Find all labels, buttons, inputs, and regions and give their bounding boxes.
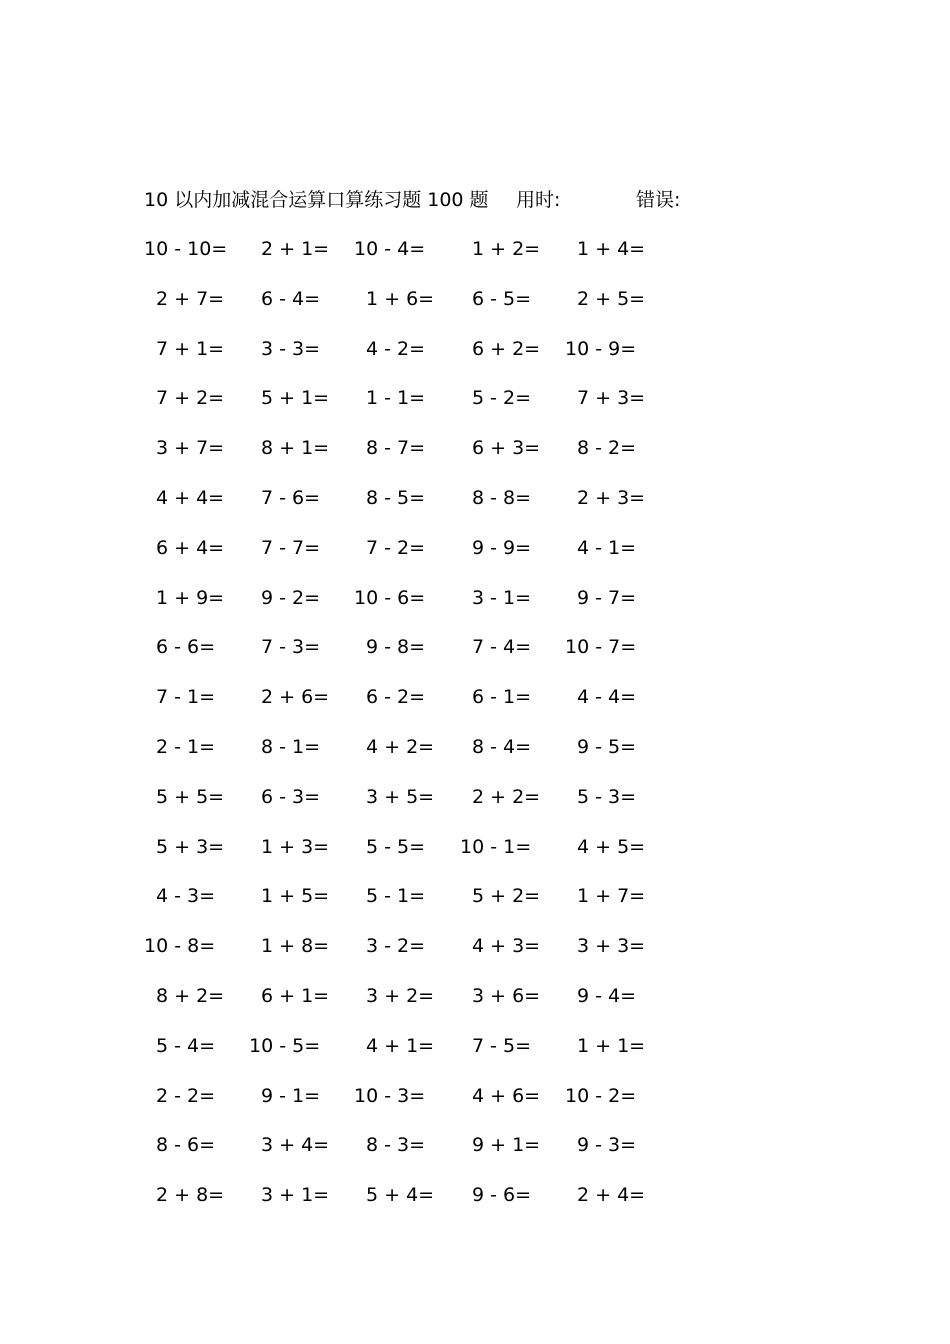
problem-r14-c2: 1 + 5= — [261, 885, 330, 907]
problem-r7-c3: 7 - 2= — [366, 537, 426, 559]
problem-r14-c1: 4 - 3= — [156, 885, 216, 907]
problem-r3-c2: 3 - 3= — [261, 338, 321, 360]
problem-r4-c4: 5 - 2= — [472, 387, 532, 409]
problem-r1-c2: 2 + 1= — [261, 238, 330, 260]
problem-r15-c5: 3 + 3= — [577, 935, 646, 957]
problem-r12-c3: 3 + 5= — [366, 786, 435, 808]
problem-r4-c3: 1 - 1= — [366, 387, 426, 409]
problem-r5-c4: 6 + 3= — [472, 437, 541, 459]
problem-r2-c1: 2 + 7= — [156, 288, 225, 310]
problem-r11-c4: 8 - 4= — [472, 736, 532, 758]
problem-r15-c3: 3 - 2= — [366, 935, 426, 957]
problem-r12-c2: 6 - 3= — [261, 786, 321, 808]
problem-r6-c5: 2 + 3= — [577, 487, 646, 509]
problem-r20-c4: 9 - 6= — [472, 1184, 532, 1206]
problem-r13-c1: 5 + 3= — [156, 836, 225, 858]
problem-r19-c2: 3 + 4= — [261, 1134, 330, 1156]
problem-r5-c2: 8 + 1= — [261, 437, 330, 459]
problem-r12-c4: 2 + 2= — [472, 786, 541, 808]
problem-r1-c1: 10 - 10= — [144, 238, 228, 260]
problem-r10-c4: 6 - 1= — [472, 686, 532, 708]
problem-r11-c5: 9 - 5= — [577, 736, 637, 758]
problem-r19-c5: 9 - 3= — [577, 1134, 637, 1156]
problem-r18-c1: 2 - 2= — [156, 1085, 216, 1107]
problem-r17-c2: 10 - 5= — [249, 1035, 321, 1057]
problem-r4-c5: 7 + 3= — [577, 387, 646, 409]
problem-r13-c5: 4 + 5= — [577, 836, 646, 858]
problem-r17-c3: 4 + 1= — [366, 1035, 435, 1057]
problem-r16-c4: 3 + 6= — [472, 985, 541, 1007]
problem-r5-c3: 8 - 7= — [366, 437, 426, 459]
problem-r5-c5: 8 - 2= — [577, 437, 637, 459]
problem-r10-c5: 4 - 4= — [577, 686, 637, 708]
errors-label: 错误: — [636, 189, 681, 211]
problem-r16-c3: 3 + 2= — [366, 985, 435, 1007]
problem-r8-c3: 10 - 6= — [354, 587, 426, 609]
problem-r14-c5: 1 + 7= — [577, 885, 646, 907]
problem-r8-c4: 3 - 1= — [472, 587, 532, 609]
problem-r8-c2: 9 - 2= — [261, 587, 321, 609]
problem-r2-c5: 2 + 5= — [577, 288, 646, 310]
problem-r19-c1: 8 - 6= — [156, 1134, 216, 1156]
problem-r3-c5: 10 - 9= — [565, 338, 637, 360]
problem-r18-c5: 10 - 2= — [565, 1085, 637, 1107]
time-used-label: 用时: — [516, 189, 561, 211]
problem-r13-c2: 1 + 3= — [261, 836, 330, 858]
problem-r6-c1: 4 + 4= — [156, 487, 225, 509]
problem-r5-c1: 3 + 7= — [156, 437, 225, 459]
problem-r20-c3: 5 + 4= — [366, 1184, 435, 1206]
problem-r1-c3: 10 - 4= — [354, 238, 426, 260]
problem-r1-c5: 1 + 4= — [577, 238, 646, 260]
problem-r19-c3: 8 - 3= — [366, 1134, 426, 1156]
problem-r18-c3: 10 - 3= — [354, 1085, 426, 1107]
problem-r17-c5: 1 + 1= — [577, 1035, 646, 1057]
worksheet-title: 10 以内加减混合运算口算练习题 100 题 — [144, 189, 489, 211]
problem-r13-c4: 10 - 1= — [460, 836, 532, 858]
problem-r10-c3: 6 - 2= — [366, 686, 426, 708]
problem-r11-c3: 4 + 2= — [366, 736, 435, 758]
problem-r7-c5: 4 - 1= — [577, 537, 637, 559]
problem-r20-c1: 2 + 8= — [156, 1184, 225, 1206]
problem-r6-c3: 8 - 5= — [366, 487, 426, 509]
problem-r8-c5: 9 - 7= — [577, 587, 637, 609]
problem-r18-c2: 9 - 1= — [261, 1085, 321, 1107]
problem-r7-c1: 6 + 4= — [156, 537, 225, 559]
problem-r17-c1: 5 - 4= — [156, 1035, 216, 1057]
problem-r9-c5: 10 - 7= — [565, 636, 637, 658]
problem-r4-c1: 7 + 2= — [156, 387, 225, 409]
problem-r20-c2: 3 + 1= — [261, 1184, 330, 1206]
problem-r7-c4: 9 - 9= — [472, 537, 532, 559]
problem-r6-c2: 7 - 6= — [261, 487, 321, 509]
problem-r2-c4: 6 - 5= — [472, 288, 532, 310]
problem-r19-c4: 9 + 1= — [472, 1134, 541, 1156]
problem-r4-c2: 5 + 1= — [261, 387, 330, 409]
problem-r8-c1: 1 + 9= — [156, 587, 225, 609]
problem-r15-c2: 1 + 8= — [261, 935, 330, 957]
problem-r11-c2: 8 - 1= — [261, 736, 321, 758]
problem-r10-c1: 7 - 1= — [156, 686, 216, 708]
problem-r3-c1: 7 + 1= — [156, 338, 225, 360]
problem-r9-c4: 7 - 4= — [472, 636, 532, 658]
problem-r1-c4: 1 + 2= — [472, 238, 541, 260]
problem-r3-c3: 4 - 2= — [366, 338, 426, 360]
problem-r2-c2: 6 - 4= — [261, 288, 321, 310]
problem-r6-c4: 8 - 8= — [472, 487, 532, 509]
problem-r9-c1: 6 - 6= — [156, 636, 216, 658]
problem-r13-c3: 5 - 5= — [366, 836, 426, 858]
problem-r2-c3: 1 + 6= — [366, 288, 435, 310]
problem-r16-c2: 6 + 1= — [261, 985, 330, 1007]
problem-r16-c1: 8 + 2= — [156, 985, 225, 1007]
problem-r14-c3: 5 - 1= — [366, 885, 426, 907]
problem-r7-c2: 7 - 7= — [261, 537, 321, 559]
problem-r12-c1: 5 + 5= — [156, 786, 225, 808]
problem-r14-c4: 5 + 2= — [472, 885, 541, 907]
problem-r15-c4: 4 + 3= — [472, 935, 541, 957]
problem-r17-c4: 7 - 5= — [472, 1035, 532, 1057]
problem-r12-c5: 5 - 3= — [577, 786, 637, 808]
problem-r10-c2: 2 + 6= — [261, 686, 330, 708]
problem-r20-c5: 2 + 4= — [577, 1184, 646, 1206]
problem-r9-c2: 7 - 3= — [261, 636, 321, 658]
problem-r15-c1: 10 - 8= — [144, 935, 216, 957]
problem-r9-c3: 9 - 8= — [366, 636, 426, 658]
problem-r11-c1: 2 - 1= — [156, 736, 216, 758]
problem-r3-c4: 6 + 2= — [472, 338, 541, 360]
problem-r16-c5: 9 - 4= — [577, 985, 637, 1007]
problem-r18-c4: 4 + 6= — [472, 1085, 541, 1107]
